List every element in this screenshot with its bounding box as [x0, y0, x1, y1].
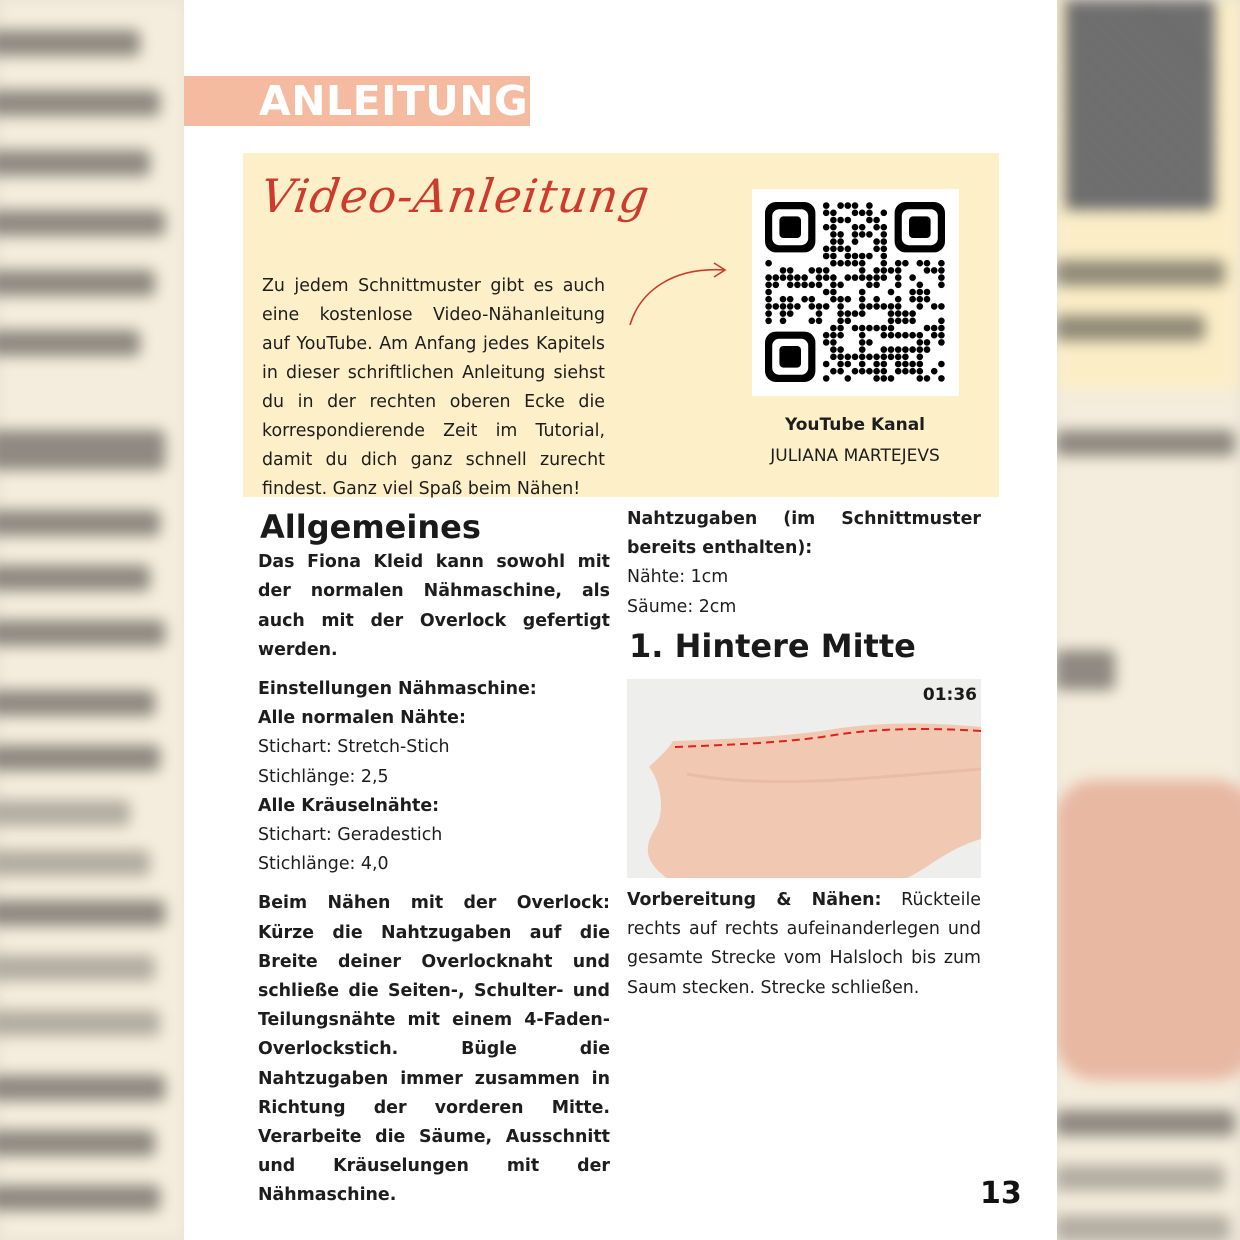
- seam-allowance-hems: Säume: 2cm: [627, 596, 737, 617]
- general-heading: Allgemeines: [256, 507, 485, 547]
- background-right-page: [1055, 0, 1240, 1240]
- seam-allowance-section: [627, 505, 981, 1003]
- general-section: [258, 507, 610, 1211]
- video-script-title: Video-Anleitung: [257, 169, 654, 223]
- back-center-photo: [627, 679, 981, 878]
- gather-stitch-length: Stichlänge: 4,0: [258, 854, 389, 875]
- youtube-qr-code[interactable]: [752, 189, 959, 396]
- normal-stitch-length: Stichlänge: 2,5: [258, 766, 389, 787]
- background-left-page: [0, 0, 185, 1240]
- arrow-right-icon: [628, 261, 738, 331]
- general-intro: Das Fiona Kleid kann sowohl mit der normalen Nähmaschine, als auch mit der Overlock gefertigt werden.: [258, 552, 610, 660]
- youtube-channel-name: JULIANA MARTEJEVS: [770, 446, 940, 466]
- settings-heading: Einstellungen Nähmaschine:: [258, 679, 537, 700]
- normal-stitch-type: Stichart: Stretch-Stich: [258, 737, 450, 758]
- step-text: Rückteile rechts auf rechts aufeinanderlegen und gesamte Strecke vom Halsloch bis zum Saum stecken. Strecke schließen.: [627, 890, 981, 998]
- normal-seams-heading: Alle normalen Nähte:: [258, 708, 466, 729]
- video-description: Zu jedem Schnittmuster gibt es auch eine kostenlose Video-Nähanleitung auf YouTube. Am Anfang jedes Kapitels in dieser schriftlichen Anleitung siehst du in der rechten oberen Ecke die korrespondierende Zeit im Tutorial, damit du dich ganz schnell zurecht findest. Ganz viel Spaß beim Nähen!: [262, 276, 605, 500]
- section-1-heading: 1. Hintere Mitte: [625, 626, 920, 666]
- qr-code-icon: [752, 189, 959, 396]
- section-1-instructions: [627, 886, 981, 1003]
- youtube-channel-label: YouTube Kanal: [784, 415, 926, 435]
- gather-seams-heading: Alle Kräuselnähte:: [258, 795, 440, 816]
- page-number: 13: [980, 1176, 1022, 1211]
- seam-allowance-seams: Nähte: 1cm: [627, 567, 729, 588]
- page-title: ANLEITUNG: [259, 77, 529, 125]
- video-instruction-box: [243, 153, 999, 500]
- instruction-page: [184, 0, 1057, 1240]
- video-timestamp: 01:36: [922, 685, 977, 706]
- gather-stitch-type: Stichart: Geradestich: [258, 825, 443, 846]
- overlock-instructions: Beim Nähen mit der Overlock: Kürze die Nahtzugaben auf die Breite deiner Overlocknaht und schließe die Seiten-, Schulter- und Teilungsnähte mit einem 4-Faden-Overlockstich. Bügle die Nahtzugaben immer zusammen in Richtung der vorderen Mitte. Verarbeite die Säume, Ausschnitt und Kräuselungen mit der Nähmaschine.: [258, 893, 610, 1206]
- step-label: Vorbereitung & Nähen:: [627, 890, 882, 911]
- seam-allowance-heading: Nahtzugaben (im Schnittmuster bereits enthalten):: [627, 509, 981, 559]
